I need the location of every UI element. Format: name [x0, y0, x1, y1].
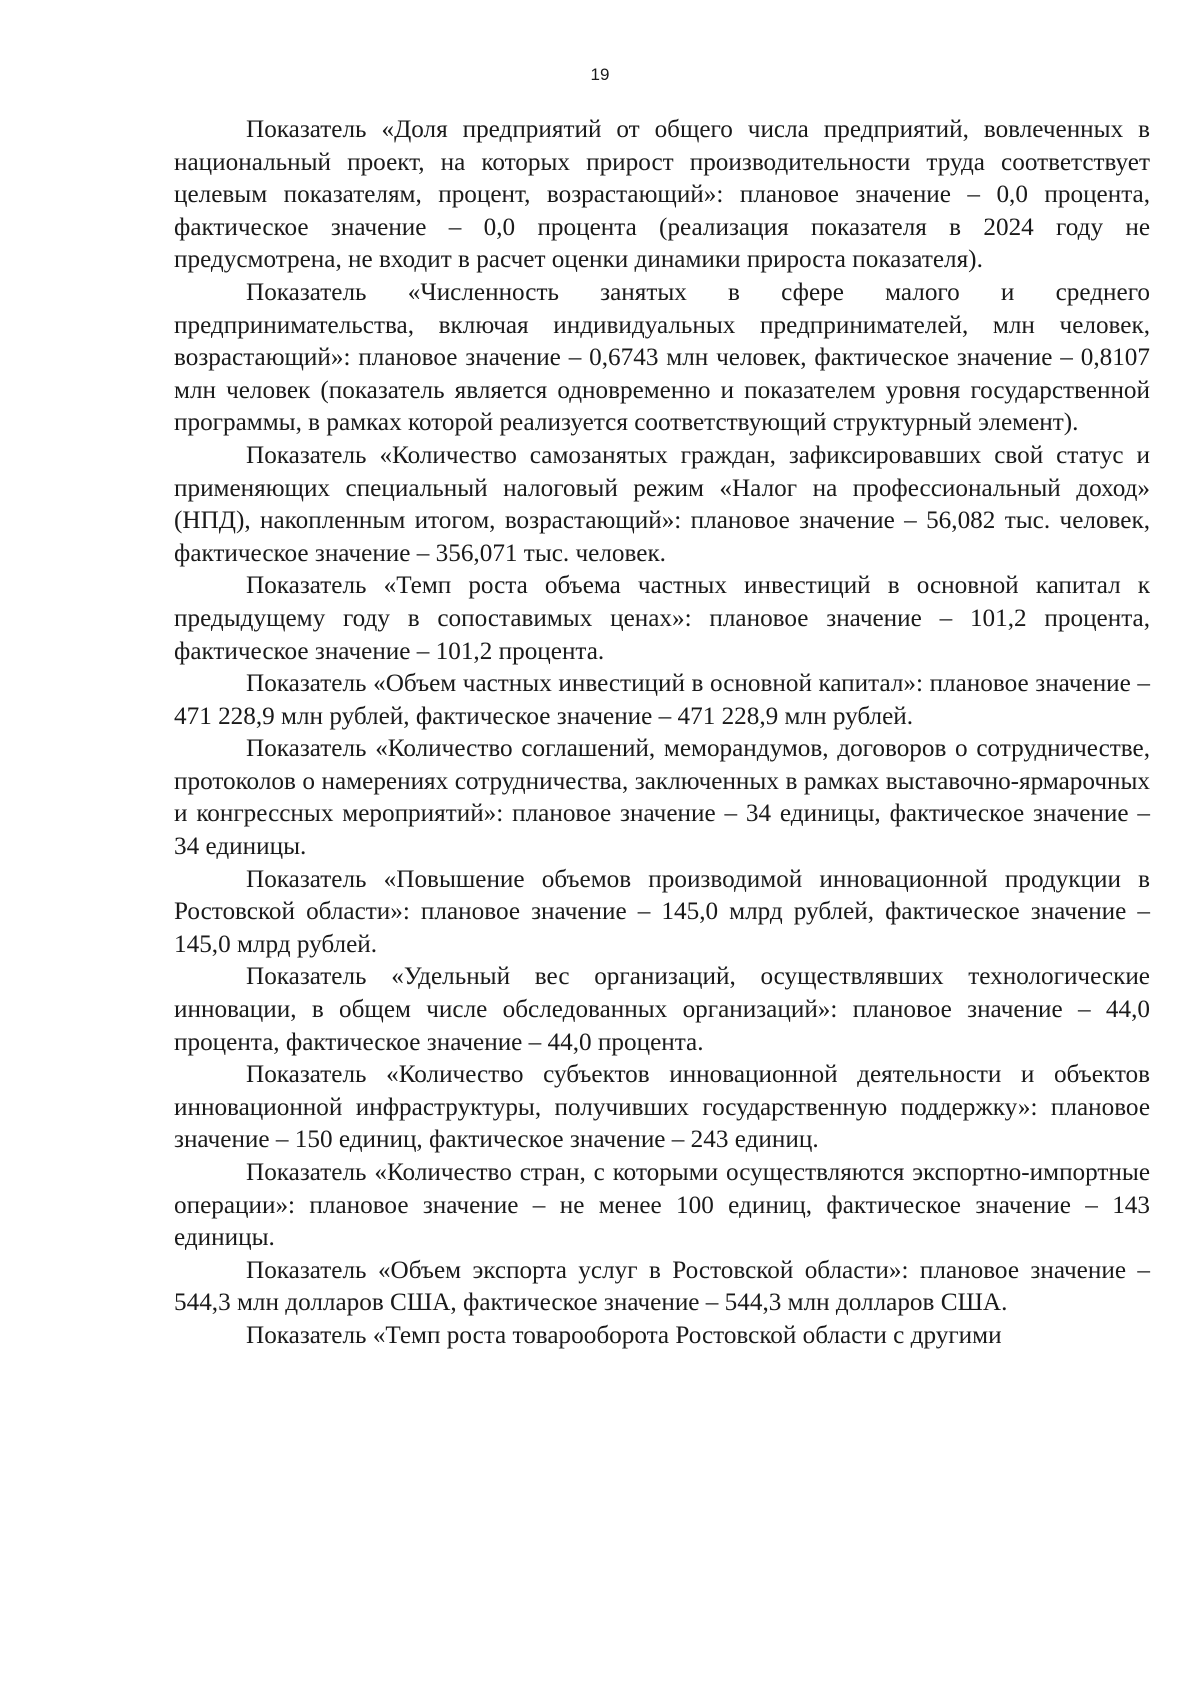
paragraph-private-investment-volume: Показатель «Объем частных инвестиций в основной капитал»: плановое значение – 471 228,9 млн рублей, фактическое значение – 471 228,9 млн рублей. — [174, 670, 1150, 730]
paragraph-services-export: Показатель «Объем экспорта услуг в Ростовской области»: плановое значение – 544,3 млн долларов США, фактическое значение – 544,3 млн долларов США. — [174, 1256, 1150, 1317]
paragraph-investment-growth-rate: Показатель «Темп роста объема частных инвестиций в основной капитал к предыдущему году в сопоставимых ценах»: плановое значение – 101,2 процента, фактическое значение – 101,2 процента. — [174, 572, 1150, 665]
document-body — [174, 114, 1150, 1353]
paragraph-innovative-products: Показатель «Повышение объемов производимой инновационной продукции в Ростовской области»: плановое значение – 145,0 млрд рублей, фактическое значение – 145,0 млрд рублей. — [174, 865, 1150, 958]
paragraph-agreements-count: Показатель «Количество соглашений, меморандумов, договоров о сотрудничестве, протоколов о намерениях сотрудничества, заключенных в рамках выставочно-ярмарочных и конгрессных мероприятий»: плановое значение – 34 единицы, фактическое значение – 34 единицы. — [174, 735, 1150, 861]
paragraph-labor-productivity: Показатель «Доля предприятий от общего числа предприятий, вовлеченных в национальный проект, на которых прирост производительности труда соответствует целевым показателям, процент, возрастающий»: плановое значение – 0,0 процента, фактическое значение – 0,0 процента (реализация показателя в 2024 году не предусмотрена, не входит в расчет оценки динамики прироста показателя). — [174, 116, 1150, 274]
page-number: 19 — [590, 65, 610, 84]
paragraph-innovation-support: Показатель «Количество субъектов инновационной деятельности и объектов инновационной инфраструктуры, получивших государственную поддержку»: плановое значение – 150 единиц, фактическое значение – 243 единиц. — [174, 1061, 1150, 1154]
paragraph-innovating-organizations-share: Показатель «Удельный вес организаций, осуществлявших технологические инновации, в общем числе обследованных организаций»: плановое значение – 44,0 процента, фактическое значение – 44,0 процента. — [174, 963, 1150, 1056]
paragraph-self-employed: Показатель «Количество самозанятых граждан, зафиксировавших свой статус и применяющих специальный налоговый режим «Налог на профессиональный доход» (НПД), накопленным итогом, возрастающий»: плановое значение – 56,082 тыс. человек, фактическое значение – 356,071 тыс. человек. — [174, 441, 1150, 567]
paragraph-export-countries: Показатель «Количество стран, с которыми осуществляются экспортно-импортные операции»: плановое значение – не менее 100 единиц, фактическое значение – 143 единицы. — [174, 1159, 1150, 1252]
paragraph-sme-employment: Показатель «Численность занятых в сфере малого и среднего предпринимательства, включая индивидуальных предпринимателей, млн человек, возрастающий»: плановое значение – 0,6743 млн человек, фактическое значение – 0,8107 млн человек (показатель является одновременно и показателем уровня государственной программы, в рамках которой реализуется соответствующий структурный элемент). — [174, 278, 1150, 437]
paragraph-trade-turnover-growth: Показатель «Темп роста товарооборота Ростовской области с другими — [246, 1321, 1002, 1349]
